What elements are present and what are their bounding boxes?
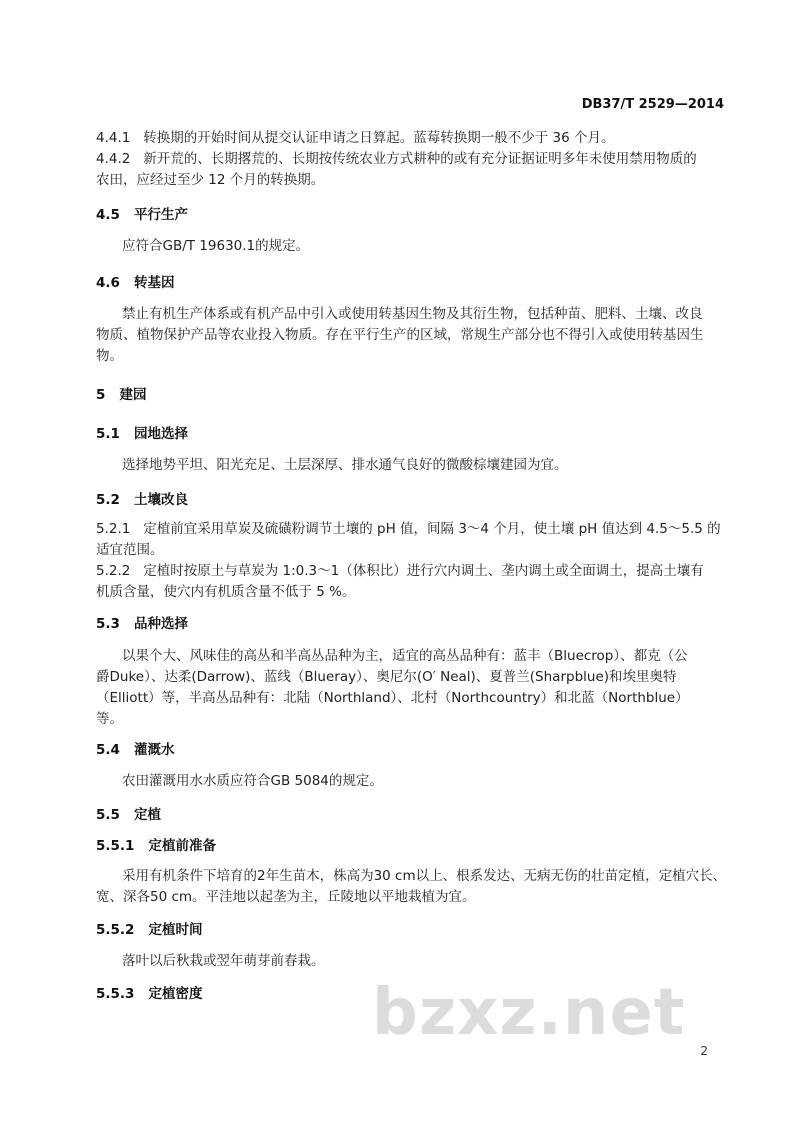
section-number: 4.6 xyxy=(96,275,120,291)
section-heading-5-1 xyxy=(96,424,188,444)
clause-4-4-1 xyxy=(96,128,615,148)
paragraph-5-3-line3: （Elliott）等，半高丛品种有：北陆（Northland）、北村（Northcountry）和北蓝（Northblue） xyxy=(96,690,689,706)
subsection-title: 定植密度 xyxy=(148,986,203,1002)
clause-number: 4.4.1 xyxy=(96,130,131,146)
subsection-title: 定植时间 xyxy=(148,922,203,938)
paragraph-4-6-line3: 物。 xyxy=(96,348,123,364)
paragraph-5-5-2: 落叶以后秋栽或翌年萌芽前春栽。 xyxy=(122,953,325,969)
section-title: 品种选择 xyxy=(134,616,189,632)
paragraph-5-3-line2: 爵Duke）、达柔(Darrow)、蓝线（Blueray）、奥尼尔(O′ Neal)、夏普兰(Sharpblue)和埃里奥特 xyxy=(96,669,677,685)
clause-text: 定植时按原土与草炭为 1:0.3～1（体积比）进行穴内调土、垄内调土或全面调土，提高土壤有 xyxy=(143,563,704,579)
clause-5-2-2-cont: 机质含量，使穴内有机质含量不低于 5 %。 xyxy=(96,584,356,600)
clause-number: 5.2.1 xyxy=(96,521,131,537)
section-number: 5.3 xyxy=(96,616,120,632)
clause-5-2-1 xyxy=(96,519,721,539)
section-title: 园地选择 xyxy=(134,426,189,442)
section-number: 5.5 xyxy=(96,807,120,823)
clause-text: 定植前宜采用草炭及硫磺粉调节土壤的 pH 值，间隔 3～4 个月，使土壤 pH 值达到 4.5～5.5 的 xyxy=(143,521,721,537)
chapter-title: 建园 xyxy=(119,387,147,403)
section-heading-5-2 xyxy=(96,490,188,510)
subsection-heading-5-5-1 xyxy=(96,836,216,856)
clause-number: 4.4.2 xyxy=(96,151,131,167)
paragraph-5-1: 选择地势平坦、阳光充足、土层深厚、排水通气良好的微酸棕壤建园为宜。 xyxy=(122,457,568,473)
clause-text: 新开荒的、长期撂荒的、长期按传统农业方式耕种的或有充分证据证明多年未使用禁用物质的 xyxy=(143,151,697,167)
clause-5-2-1-cont: 适宜范围。 xyxy=(96,542,164,558)
section-heading-5-3 xyxy=(96,614,188,634)
paragraph-4-6-line2: 物质、植物保护产品等农业投入物质。存在平行生产的区域，常规生产部分也不得引入或使用转基因生 xyxy=(96,327,704,343)
chapter-heading-5 xyxy=(96,385,147,405)
subsection-number: 5.5.3 xyxy=(96,986,135,1002)
section-number: 5.4 xyxy=(96,742,120,758)
clause-5-2-2 xyxy=(96,561,704,581)
section-title: 平行生产 xyxy=(134,207,189,223)
chapter-number: 5 xyxy=(96,387,106,403)
paragraph-5-5-1-line1: 采用有机条件下培育的2年生苗木，株高为30 cm以上、根系发达、无病无伤的壮苗定植，定植穴长、 xyxy=(122,868,727,884)
subsection-heading-5-5-3 xyxy=(96,984,203,1004)
paragraph-4-5: 应符合GB/T 19630.1的规定。 xyxy=(122,238,310,254)
subsection-title: 定植前准备 xyxy=(148,838,217,854)
paragraph-5-3-line4: 等。 xyxy=(96,711,123,727)
section-heading-5-4 xyxy=(96,740,175,760)
clause-4-4-2-cont: 农田，应经过至少 12 个月的转换期。 xyxy=(96,172,325,188)
section-number: 5.1 xyxy=(96,426,120,442)
subsection-number: 5.5.1 xyxy=(96,838,135,854)
watermark: bzxz.net xyxy=(372,976,686,1050)
section-heading-5-5 xyxy=(96,805,161,825)
paragraph-5-5-1-line2: 宽、深各50 cm。平洼地以起垄为主，丘陵地以平地栽植为宜。 xyxy=(96,889,476,905)
clause-4-4-2 xyxy=(96,149,697,169)
clause-text: 转换期的开始时间从提交认证申请之日算起。蓝莓转换期一般不少于 36 个月。 xyxy=(143,130,615,146)
paragraph-5-4: 农田灌溉用水水质应符合GB 5084的规定。 xyxy=(122,773,383,789)
section-title: 定植 xyxy=(134,807,162,823)
section-number: 5.2 xyxy=(96,492,120,508)
section-title: 土壤改良 xyxy=(134,492,189,508)
section-title: 转基因 xyxy=(134,275,175,291)
clause-number: 5.2.2 xyxy=(96,563,131,579)
section-heading-4-5 xyxy=(96,205,188,225)
subsection-number: 5.5.2 xyxy=(96,922,135,938)
paragraph-4-6-line1: 禁止有机生产体系或有机产品中引入或使用转基因生物及其衍生物，包括种苗、肥料、土壤、改良 xyxy=(122,306,703,322)
subsection-heading-5-5-2 xyxy=(96,920,203,940)
standard-code: DB37/T 2529—2014 xyxy=(581,97,724,112)
section-number: 4.5 xyxy=(96,207,120,223)
page-number: 2 xyxy=(700,1044,708,1058)
section-title: 灌溉水 xyxy=(134,742,175,758)
section-heading-4-6 xyxy=(96,273,175,293)
paragraph-5-3-line1: 以果个大、风味佳的高丛和半高丛品种为主，适宜的高丛品种有：蓝丰（Bluecrop）、都克（公 xyxy=(122,648,688,664)
